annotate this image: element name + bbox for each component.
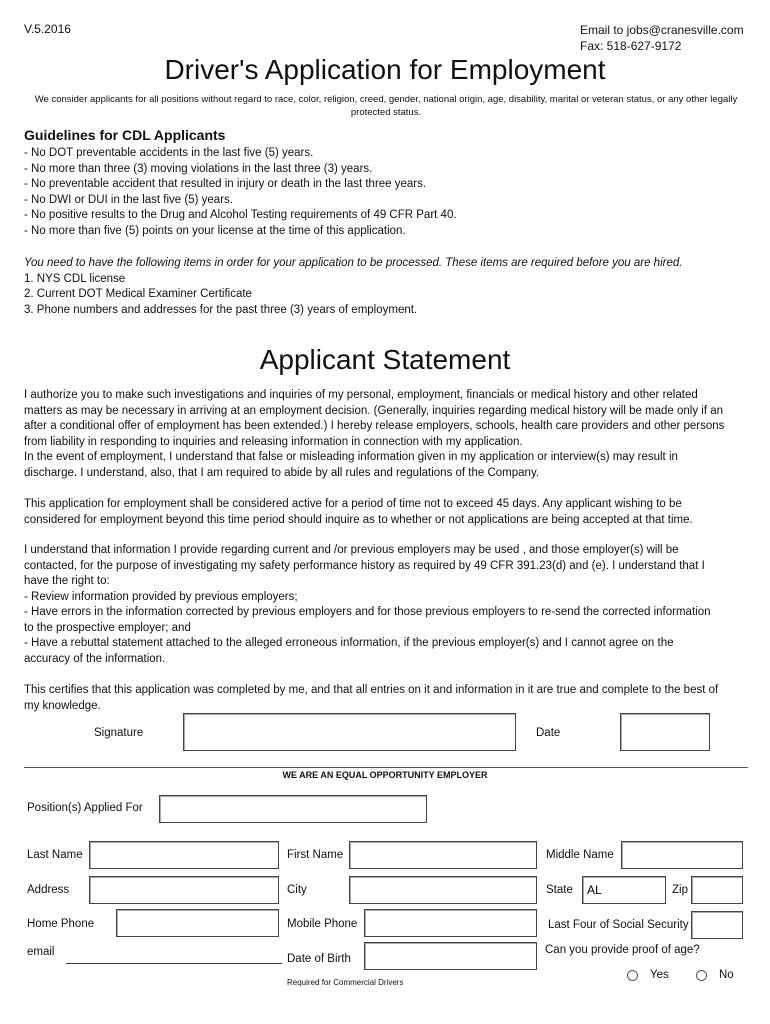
eeo-statement: We consider applicants for all positions without regard to race, color, religion, creed, gender, national origin, age, disability, marital or veteran status, or any other legally protected status.	[34, 94, 738, 118]
requirements-section	[24, 256, 682, 318]
zip-field[interactable]	[691, 876, 743, 904]
zip-label: Zip	[672, 884, 688, 896]
state-label: State	[546, 884, 573, 896]
list-item: 1. NYS CDL license	[24, 272, 126, 285]
position-input[interactable]	[160, 796, 426, 822]
dob-note: Required for Commercial Drivers	[287, 978, 404, 987]
first-name-input[interactable]	[350, 842, 536, 868]
statement-paragraph-4	[24, 683, 748, 714]
paragraph-line: to the prospective employer; and	[24, 621, 191, 634]
eeo-footer: WE ARE AN EQUAL OPPORTUNITY EMPLOYER	[282, 770, 488, 780]
paragraph-line: my knowledge.	[24, 699, 101, 712]
city-field[interactable]	[349, 876, 537, 904]
mobile-phone-field[interactable]	[364, 909, 537, 937]
list-item: 2. Current DOT Medical Examiner Certificate	[24, 288, 252, 300]
ssn-field[interactable]	[691, 911, 743, 939]
list-item: - No more than three (3) moving violations in the last three (3) years.	[24, 162, 373, 175]
address-field[interactable]	[89, 876, 279, 904]
list-item: - No DOT preventable accidents in the last five (5) years.	[24, 147, 314, 159]
signature-input[interactable]	[184, 714, 515, 750]
first-name-field[interactable]	[349, 841, 537, 869]
signature-date-input[interactable]	[621, 714, 709, 750]
middle-name-input[interactable]	[622, 842, 742, 868]
version-label: V.5.2016	[24, 22, 71, 36]
no-label: No	[719, 969, 734, 981]
paragraph-line: considered for employment beyond this time period should inquire as to whether or not applications are being accepted at that time.	[24, 513, 693, 526]
email-label: email	[27, 946, 55, 958]
statement-paragraph-3	[24, 543, 748, 667]
paragraph-line: - Review information provided by previous employers;	[24, 590, 298, 603]
home-phone-label: Home Phone	[27, 918, 95, 930]
paragraph-line: accuracy of the information.	[24, 652, 166, 665]
position-label: Position(s) Applied For	[27, 802, 143, 814]
home-phone-field[interactable]	[116, 909, 279, 937]
last-name-input[interactable]	[90, 842, 278, 868]
paragraph-line: have the right to:	[24, 575, 110, 587]
list-item: 3. Phone numbers and addresses for the past three (3) years of employment.	[24, 303, 418, 316]
paragraph-line: matters as may be necessary in arriving at an employment decision. (Generally, inquiries regarding medical history will be made only if an	[24, 404, 724, 417]
statement-heading: Applicant Statement	[259, 344, 511, 375]
paragraph-line: I authorize you to make such investigations and inquiries of my personal, employment, financials or medical history and other related	[24, 389, 698, 401]
paragraph-line: contacted, for the purpose of investigating my safety performance history as required by 49 CFR 391.23(d) and (e). I understand that I	[24, 559, 705, 572]
dob-input[interactable]	[365, 943, 536, 969]
position-field[interactable]	[159, 795, 427, 823]
dob-field[interactable]	[364, 942, 537, 970]
last-name-field[interactable]	[89, 841, 279, 869]
yes-radio[interactable]	[627, 970, 638, 981]
paragraph-line: - Have a rebuttal statement attached to the alleged erroneous information, if the previous employer(s) and I cannot agree on the	[24, 637, 674, 649]
mobile-phone-input[interactable]	[365, 910, 536, 936]
middle-name-label: Middle Name	[546, 849, 614, 861]
list-item: - No DWI or DUI in the last five (5) years.	[24, 193, 233, 206]
city-label: City	[287, 884, 307, 896]
email-line[interactable]	[66, 963, 282, 964]
paragraph-line: This application for employment shall be considered active for a period of time not to exceed 45 days. Any applicant wishing to be	[24, 498, 682, 510]
zip-input[interactable]	[692, 877, 742, 903]
address-label: Address	[27, 884, 70, 896]
signature-label: Signature	[94, 727, 144, 739]
city-input[interactable]	[350, 877, 536, 903]
first-name-label: First Name	[287, 849, 344, 861]
signature-field[interactable]	[183, 713, 516, 751]
list-item: - No positive results to the Drug and Alcohol Testing requirements of 49 CFR Part 40.	[24, 209, 457, 221]
statement-paragraph-2	[24, 497, 748, 528]
last-name-label: Last Name	[27, 849, 83, 861]
list-item: - No preventable accident that resulted in injury or death in the last three years.	[24, 178, 427, 190]
signature-date-field[interactable]	[620, 713, 710, 751]
list-item: - No more than five (5) points on your license at the time of this application.	[24, 224, 406, 237]
statement-paragraph-1	[24, 388, 748, 481]
paragraph-line: after a conditional offer of employment has been extended.) I hereby release employers, schools, health care providers and other persons	[24, 420, 725, 432]
no-radio[interactable]	[696, 970, 707, 981]
middle-name-field[interactable]	[621, 841, 743, 869]
contact-email: Email to jobs@cranesville.com	[580, 23, 744, 37]
yes-label: Yes	[650, 969, 669, 981]
page-title: Driver's Application for Employment	[164, 54, 606, 85]
dob-label: Date of Birth	[287, 953, 351, 965]
mobile-phone-label: Mobile Phone	[287, 918, 358, 930]
paragraph-line: In the event of employment, I understand that false or misleading information given in my application or interview(s) may result in	[24, 451, 678, 463]
date-label: Date	[536, 727, 561, 739]
address-input[interactable]	[90, 877, 278, 903]
paragraph-line: discharge. I understand, also, that I am required to abide by all rules and regulations of the Company.	[24, 466, 540, 479]
guidelines-heading: Guidelines for CDL Applicants	[24, 127, 226, 143]
state-field[interactable]	[582, 876, 666, 904]
requirements-intro: You need to have the following items in order for your application to be processed. These items are required before you are hired.	[24, 257, 683, 269]
contact-fax: Fax: 518-627-9172	[580, 39, 682, 53]
paragraph-line: - Have errors in the information corrected by previous employers and for those previous employers to re-send the corrected information	[24, 606, 711, 618]
paragraph-line: I understand that information I provide regarding current and /or previous employers may be used , and those employer(s) will be	[24, 544, 679, 556]
paragraph-line: from liability in responding to inquiries and releasing information in connection with my application.	[24, 435, 523, 448]
ssn-input[interactable]	[692, 912, 742, 938]
contact-info	[580, 22, 744, 54]
guidelines-list	[24, 146, 457, 239]
proof-age-question: Can you provide proof of age?	[545, 944, 700, 956]
divider	[24, 767, 748, 768]
paragraph-line: This certifies that this application was completed by me, and that all entries on it and information in it are true and complete to the best of	[24, 684, 719, 696]
home-phone-input[interactable]	[117, 910, 278, 936]
state-input[interactable]	[583, 877, 665, 903]
ssn-label: Last Four of Social Security	[548, 919, 689, 931]
